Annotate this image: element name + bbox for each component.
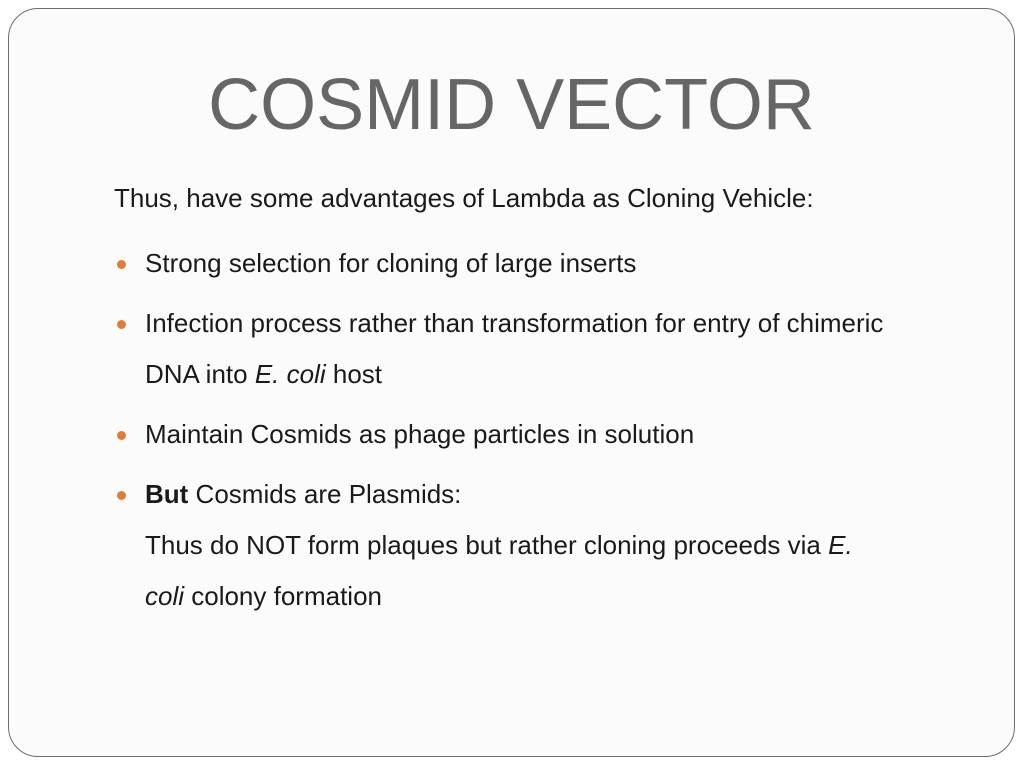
text-run: colony formation: [184, 581, 382, 611]
text-run: host: [325, 359, 383, 389]
bullet-line: [145, 469, 985, 520]
bullet-line: [145, 349, 985, 400]
bullet-line: Infection process rather than transformation for entry of chimeric: [145, 308, 884, 338]
text-run: Cosmids are Plasmids:: [188, 479, 462, 509]
bullet-text: [145, 469, 985, 622]
text-run: Thus do NOT form plaques but rather cloning proceeds via: [145, 530, 829, 560]
bullet-dot-icon: [117, 431, 126, 440]
intro-text: Thus, have some advantages of Lambda as Cloning Vehicle:: [114, 183, 814, 213]
bullet-text: [145, 298, 985, 400]
italic-text: coli: [145, 581, 185, 611]
slide-title: COSMID VECTOR: [208, 65, 815, 145]
italic-text: E.: [828, 530, 853, 560]
bullet-dot-icon: [117, 320, 126, 329]
bullet-line: Maintain Cosmids as phage particles in solution: [145, 419, 695, 449]
bullet-dot-icon: [117, 491, 126, 500]
bold-text: But: [145, 479, 189, 509]
bullet-line: [145, 520, 985, 571]
bullet-line: Strong selection for cloning of large inserts: [145, 248, 637, 278]
bullet-line: [145, 571, 985, 622]
bullet-text: [145, 238, 985, 289]
italic-text: E. coli: [254, 359, 326, 389]
text-run: DNA into: [145, 359, 255, 389]
bullet-text: [145, 409, 985, 460]
bullet-dot-icon: [117, 260, 126, 269]
slide-frame: [8, 8, 1015, 757]
